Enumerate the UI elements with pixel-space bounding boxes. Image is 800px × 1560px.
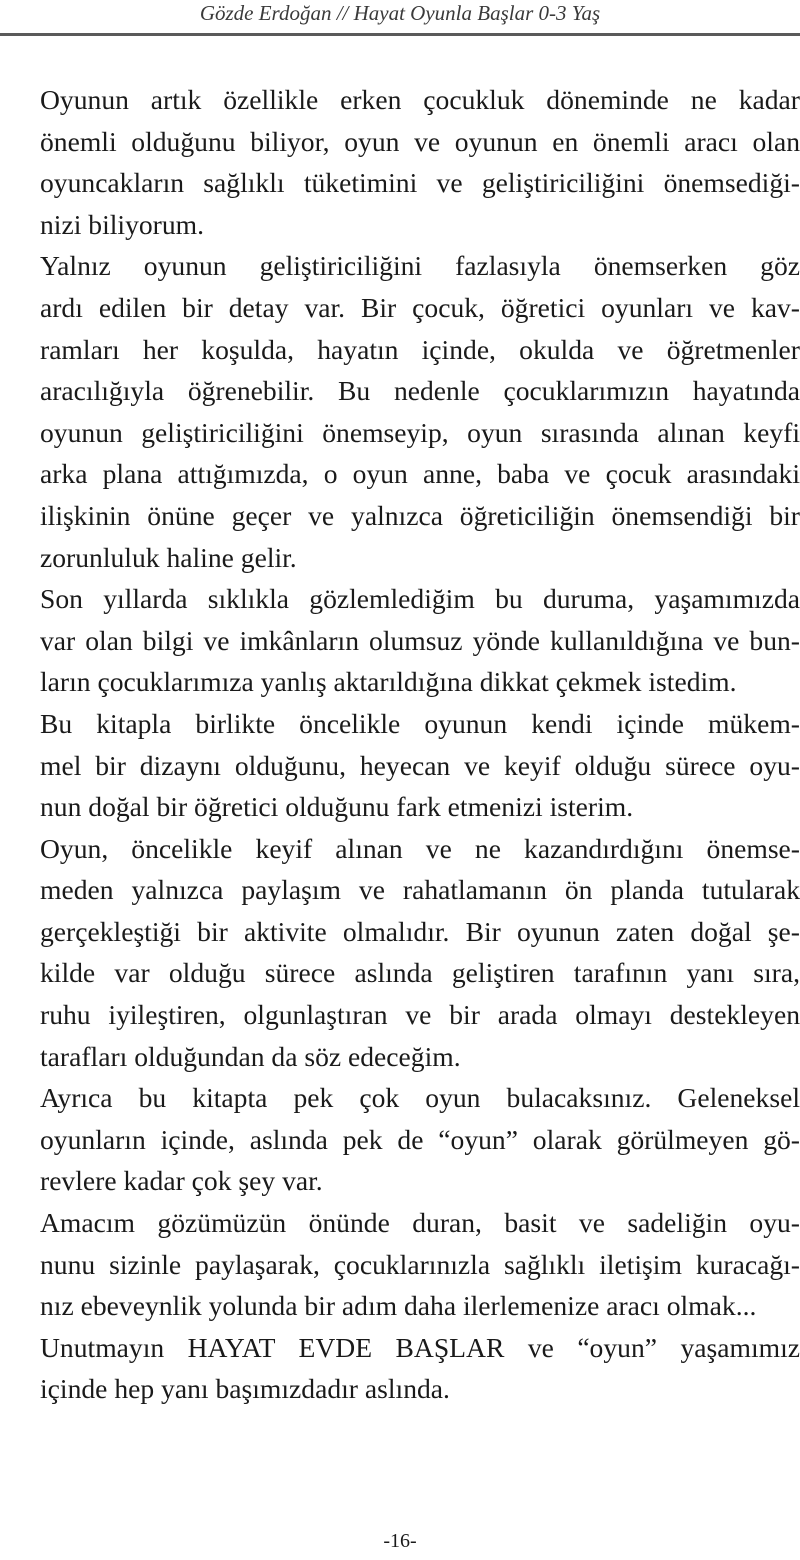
text-line: oyunun geliştiriciliğini önemseyip, oyun sırasında alınan keyfi	[40, 416, 800, 448]
running-head: Gözde Erdoğan // Hayat Oyunla Başlar 0-3 Yaş	[199, 1, 601, 25]
paragraph	[0, 1202, 800, 1327]
text-line: mel bir dizaynı olduğunu, heyecan ve keyif olduğu sürece oyu-	[40, 749, 800, 781]
text-line: ların çocuklarımıza yanlış aktarıldığına dikkat çekmek istedim.	[40, 666, 737, 698]
text-line: Yalnız oyunun geliştiriciliğini fazlasıyla önemserken göz	[40, 250, 800, 282]
text-line: Son yıllarda sıklıkla gözlemlediğim bu duruma, yaşamımızda	[40, 583, 800, 615]
text-line: nizi biliyorum.	[40, 208, 205, 240]
paragraph	[0, 245, 800, 578]
text-line: kilde var olduğu sürece aslında geliştiren tarafının yanı sıra,	[40, 957, 800, 989]
text-line: ramları her koşulda, hayatın içinde, okulda ve öğretmenler	[40, 333, 800, 365]
text-line: zorunluluk haline gelir.	[40, 541, 297, 573]
text-line: oyuncakların sağlıklı tüketimini ve geliştiriciliğini önemsediği-	[40, 167, 800, 199]
paragraph	[0, 79, 800, 245]
paragraph	[0, 578, 800, 703]
page-number: -16-	[383, 1530, 417, 1552]
text-line: revlere kadar çok şey var.	[40, 1165, 323, 1197]
text-line: içinde hep yanı başımızdadır aslında.	[40, 1373, 450, 1405]
text-line: Unutmayın HAYAT EVDE BAŞLAR ve “oyun” yaşamımız	[40, 1331, 800, 1363]
text-line: Oyun, öncelikle keyif alınan ve ne kazandırdığını önemse-	[40, 832, 800, 864]
header-rule	[0, 33, 800, 36]
text-line: var olan bilgi ve imkânların olumsuz yönde kullanıldığına ve bun-	[40, 624, 800, 656]
text-line: nunu sizinle paylaşarak, çocuklarınızla sağlıklı iletişim kuracağı-	[40, 1248, 800, 1280]
text-line: meden yalnızca paylaşım ve rahatlamanın ön planda tutularak	[40, 874, 800, 906]
text-line: arka plana attığımızda, o oyun anne, baba ve çocuk arasındaki	[40, 458, 800, 490]
text-line: Oyunun artık özellikle erken çocukluk döneminde ne kadar	[40, 84, 800, 115]
paragraph	[0, 703, 800, 828]
text-line: Bu kitapla birlikte öncelikle oyunun kendi içinde mükem-	[40, 707, 800, 739]
paragraph	[0, 1077, 800, 1202]
text-line: ruhu iyileştiren, olgunlaştıran ve bir arada olmayı destekleyen	[40, 999, 800, 1031]
text-line: aracılığıyla öğrenebilir. Bu nedenle çocuklarımızın hayatında	[40, 375, 800, 407]
text-line: önemli olduğunu biliyor, oyun ve oyunun en önemli aracı olan	[40, 125, 800, 157]
paragraph	[0, 828, 800, 1078]
text-line: Amacım gözümüzün önünde duran, basit ve sadeliğin oyu-	[40, 1207, 800, 1239]
paragraph	[0, 1327, 800, 1410]
body-text	[0, 79, 800, 1410]
text-line: tarafları olduğundan da söz edeceğim.	[40, 1040, 461, 1072]
text-line: nun doğal bir öğretici olduğunu fark etmenizi isterim.	[40, 791, 634, 823]
text-line: ardı edilen bir detay var. Bir çocuk, öğretici oyunları ve kav-	[40, 291, 800, 323]
text-line: nız ebeveynlik yolunda bir adım daha ilerlemenize aracı olmak...	[40, 1290, 757, 1322]
text-line: ilişkinin önüne geçer ve yalnızca öğreticiliğin önemsendiği bir	[40, 499, 800, 531]
text-line: gerçekleştiği bir aktivite olmalıdır. Bir oyunun zaten doğal şe-	[40, 915, 800, 947]
text-line: oyunların içinde, aslında pek de “oyun” olarak görülmeyen gö-	[40, 1123, 800, 1155]
text-line: Ayrıca bu kitapta pek çok oyun bulacaksınız. Geleneksel	[40, 1082, 800, 1114]
